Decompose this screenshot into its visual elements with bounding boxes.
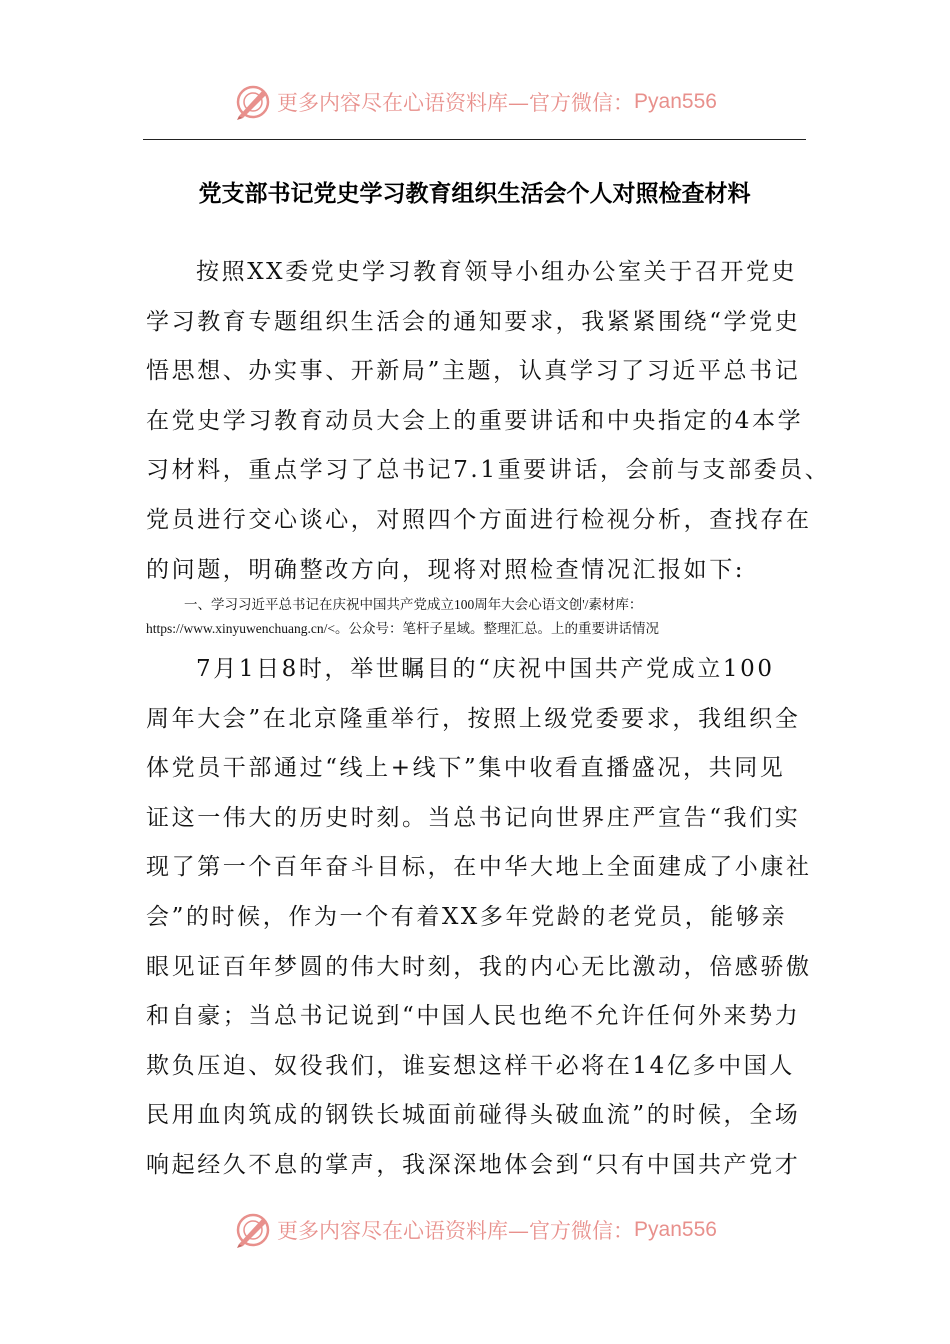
heading-line: https://www.xinyuwenchuang.cn/<。公众号：笔杆子星域。整理汇总。上的重要讲话情况 bbox=[146, 621, 659, 636]
watermark-wechat-id: Pyan556 bbox=[634, 90, 717, 113]
text-line: 眼见证百年梦圆的伟大时刻，我的内心无比激动，倍感骄傲 bbox=[146, 953, 812, 980]
watermark-banner-top bbox=[0, 78, 950, 126]
intro-paragraph bbox=[146, 248, 831, 595]
text-line: 在党史学习教育动员大会上的重要讲话和中央指定的4本学 bbox=[146, 407, 804, 434]
text-line: 体党员干部通过“线上+线下”集中收看直播盛况，共同见 bbox=[146, 755, 786, 782]
watermark-slogan: 更多内容尽在心语资料库—官方微信： bbox=[277, 91, 635, 115]
pen-logo-icon bbox=[233, 1210, 273, 1250]
text-line: 证这一伟大的历史时刻。当总书记向世界庄严宣告“我们实 bbox=[146, 804, 801, 831]
text-line: 按照XX委党史学习教育领导小组办公室关于召开党史 bbox=[196, 259, 798, 285]
text-line: 欺负压迫、奴役我们，谁妄想这样干必将在14亿多中国人 bbox=[146, 1052, 795, 1079]
text-line: 悟思想、办实事、开新局”主题，认真学习了习近平总书记 bbox=[146, 358, 801, 385]
text-line: 会”的时候，作为一个有着XX多年党龄的老党员，能够亲 bbox=[146, 903, 788, 930]
text-line: 党员进行交心谈心，对照四个方面进行检视分析，查找存在 bbox=[146, 506, 812, 533]
text-line: 周年大会”在北京隆重举行，按照上级党委要求，我组织全 bbox=[146, 705, 801, 732]
text-line: 的问题，明确整改方向，现将对照检查情况汇报如下: bbox=[146, 556, 746, 583]
watermark-slogan: 更多内容尽在心语资料库—官方微信： bbox=[277, 1219, 635, 1243]
watermark-wechat-id: Pyan556 bbox=[634, 1218, 717, 1241]
text-line: 响起经久不息的掌声，我深深地体会到“只有中国共产党才 bbox=[146, 1151, 801, 1178]
document-title: 党支部书记党史学习教育组织生活会个人对照检查材料 bbox=[198, 180, 751, 207]
text-line: 现了第一个百年奋斗目标，在中华大地上全面建成了小康社 bbox=[146, 854, 812, 881]
text-line: 7月1日8时，举世瞩目的“庆祝中国共产党成立100 bbox=[196, 656, 775, 682]
pen-logo-icon bbox=[233, 82, 273, 122]
text-line: 学习教育专题组织生活会的通知要求，我紧紧围绕“学党史 bbox=[146, 308, 801, 335]
heading-line: 一、学习习近平总书记在庆祝中国共产党成立100周年大会心语文创'/素材库： bbox=[184, 597, 643, 612]
watermark-banner-bottom bbox=[0, 1206, 950, 1254]
text-line: 习材料，重点学习了总书记7.1重要讲话，会前与支部委员、 bbox=[146, 457, 831, 484]
body-paragraph bbox=[146, 645, 812, 1191]
section-heading bbox=[146, 593, 808, 641]
header-divider bbox=[143, 139, 806, 140]
text-line: 民用血肉筑成的钢铁长城面前碰得头破血流”的时候，全场 bbox=[146, 1102, 801, 1129]
text-line: 和自豪；当总书记说到“中国人民也绝不允许任何外来势力 bbox=[146, 1003, 801, 1030]
